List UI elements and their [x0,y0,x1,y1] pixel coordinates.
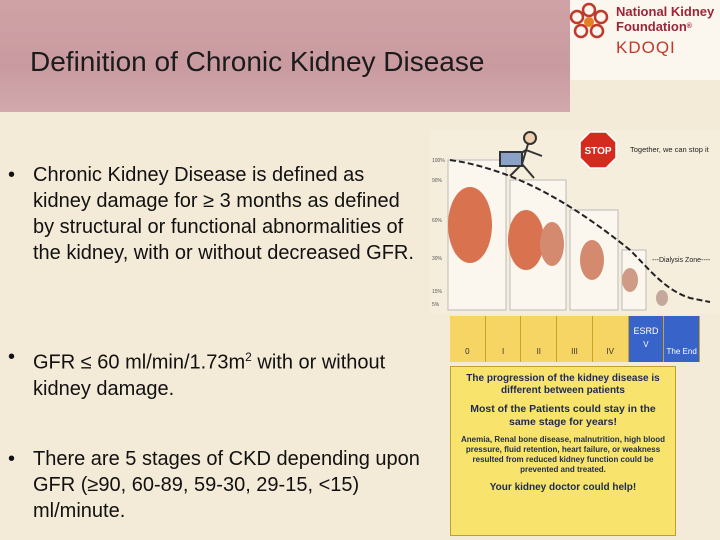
y-tick: 100% [432,158,445,164]
info-text: Your kidney doctor could help! [489,482,637,493]
gfr-text-end: with or without kidney damage. [33,351,386,400]
stage-3: III [557,316,593,362]
stop-label: STOP [584,146,612,157]
kdoqi-label: KDOQI [616,38,676,57]
stage-1: I [486,316,522,362]
bullet-dot: • [8,448,16,470]
info-text: The progression of the kidney disease is different between patients [466,373,660,396]
y-tick: 30% [432,256,443,262]
stage-0: 0 [450,316,486,362]
y-tick: 5% [432,302,440,308]
bullet-text: Chronic Kidney Disease is defined as kidney damage for ≥ 3 months as defined by structural or functional abnormalities of the kidney, with or without decreased GFR. [33,164,414,264]
kidney-icon [656,290,668,306]
kidney-icon [622,268,638,292]
dialysis-zone-label: ---Dialysis Zone---- [652,257,711,264]
kidney-icon [580,240,604,280]
bullet-dot: • [8,164,16,186]
y-tick: 15% [432,289,443,295]
stage-end: The End [664,316,700,362]
kidney-icon [508,210,544,270]
gfr-sup: 2 [245,350,252,364]
info-box [450,366,676,536]
kidney-icon [448,187,492,263]
kidney-chart [430,130,720,314]
slide-title: Definition of Chronic Kidney Disease [30,46,485,77]
info-text: Anemia, Renal bone disease, malnutrition, high blood pressure, fluid retention, heart failure, or weakness resulted from reduced kidney function could be prevented and treated. [460,435,666,474]
info-text: Most of the Patients could stay in the same stage for years! [470,403,656,428]
nkf-logo-icon [568,2,610,42]
logo-line2: Foundation [616,19,687,34]
y-tick: 60% [432,218,443,224]
stage-5-number: V [643,340,649,349]
gfr-text: GFR ≤ 60 ml/min/1.73m [33,351,246,374]
bullet-dot: • [8,346,16,368]
stage-bar [450,316,700,362]
ckd-progression-figure [430,130,720,540]
stage-5 [629,316,665,362]
y-tick: 90% [432,178,443,184]
logo-line1: National Kidney [616,4,715,19]
esrd-label: ESRD [633,326,659,336]
stage-2: II [521,316,557,362]
bullet-text [33,344,425,402]
bullet-text: There are 5 stages of CKD depending upon GFR (≥90, 60-89, 59-30, 29-15, <15) ml/minute. [33,448,420,522]
logo-text [616,4,714,34]
logo-reg: ® [686,23,692,30]
kidney-icon [540,222,564,266]
stage-4: IV [593,316,629,362]
speech-text: Together, we can stop it [630,145,709,154]
